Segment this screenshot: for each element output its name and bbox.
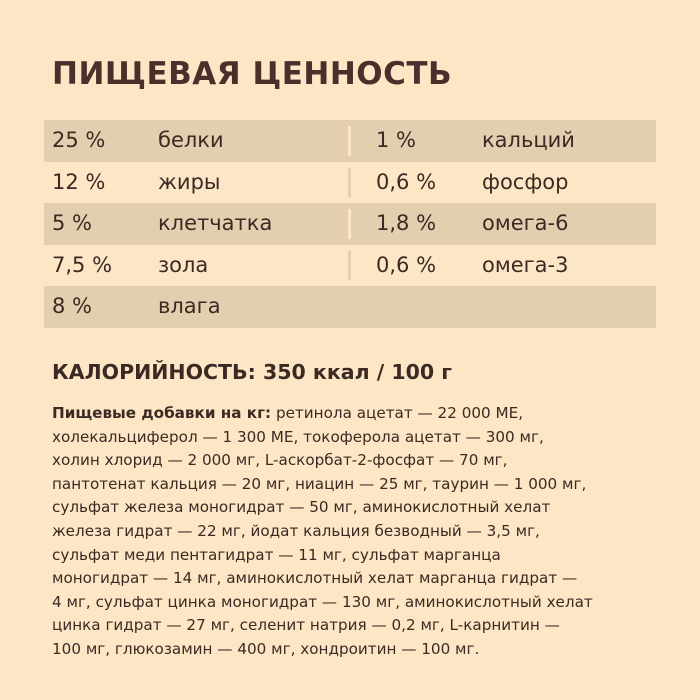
column-divider (348, 251, 351, 281)
nutrient-percent: 7,5 % (52, 252, 113, 277)
nutrient-percent: 1,8 % (376, 211, 437, 236)
column-divider (348, 168, 351, 198)
table-row (44, 245, 656, 287)
supplements-line: моногидрат — 14 мг, аминокислотный хелат марганца гидрат — (52, 569, 578, 588)
supplements-line: пантотенат кальция — 20 мг, ниацин — 25 мг, таурин — 1 000 мг, (52, 474, 587, 493)
supplements-line: сульфат железа моногидрат — 50 мг, аминокислотный хелат (52, 498, 551, 517)
nutrient-name: омега-3 (482, 252, 569, 277)
nutrient-name: влага (158, 294, 221, 319)
page-title: ПИЩЕВАЯ ЦЕННОСТЬ (52, 56, 453, 92)
nutrient-percent: 8 % (52, 294, 92, 319)
nutrient-name: кальций (482, 128, 575, 152)
supplements-label: Пищевые добавки на кг: (52, 404, 272, 422)
supplements-text: ретинола ацетат — 22 000 МЕ, (271, 404, 524, 422)
supplements-line (52, 402, 652, 426)
table-row (44, 120, 656, 162)
nutrient-name: зола (158, 252, 209, 277)
nutrient-percent: 1 % (376, 128, 416, 152)
nutrient-name: жиры (158, 169, 221, 194)
nutrient-name: клетчатка (158, 211, 273, 236)
supplements-paragraph (52, 402, 652, 662)
supplements-line: железа гидрат — 22 мг, йодат кальция безводный — 3,5 мг, (52, 521, 540, 540)
nutrient-percent: 0,6 % (376, 252, 437, 277)
nutrient-name: фосфор (482, 169, 569, 194)
nutrient-percent: 0,6 % (376, 169, 437, 194)
supplements-line: холин хлорид — 2 000 мг, L-аскорбат-2-фосфат — 70 мг, (52, 451, 508, 470)
nutrition-table (44, 120, 656, 328)
nutrient-percent: 12 % (52, 169, 106, 194)
column-divider (348, 126, 351, 156)
supplements-line: 100 мг, глюкозамин — 400 мг, хондроитин — 100 мг. (52, 639, 480, 658)
nutrient-name: омега-6 (482, 211, 569, 236)
nutrient-percent: 5 % (52, 211, 92, 236)
nutrient-name: белки (158, 128, 224, 152)
calorie-value: КАЛОРИЙНОСТЬ: 350 ккал / 100 г (52, 360, 452, 384)
supplements-line: сульфат меди пентагидрат — 11 мг, сульфат марганца (52, 545, 501, 564)
table-row (44, 286, 656, 328)
table-row (44, 203, 656, 245)
nutrient-percent: 25 % (52, 128, 106, 152)
supplements-line: холекальциферол — 1 300 МЕ, токоферола ацетат — 300 мг, (52, 427, 544, 446)
column-divider (348, 209, 351, 239)
table-row (44, 162, 656, 204)
supplements-line: цинка гидрат — 27 мг, селенит натрия — 0,2 мг, L-карнитин — (52, 616, 560, 635)
supplements-line: 4 мг, сульфат цинка моногидрат — 130 мг, аминокислотный хелат (52, 592, 593, 611)
